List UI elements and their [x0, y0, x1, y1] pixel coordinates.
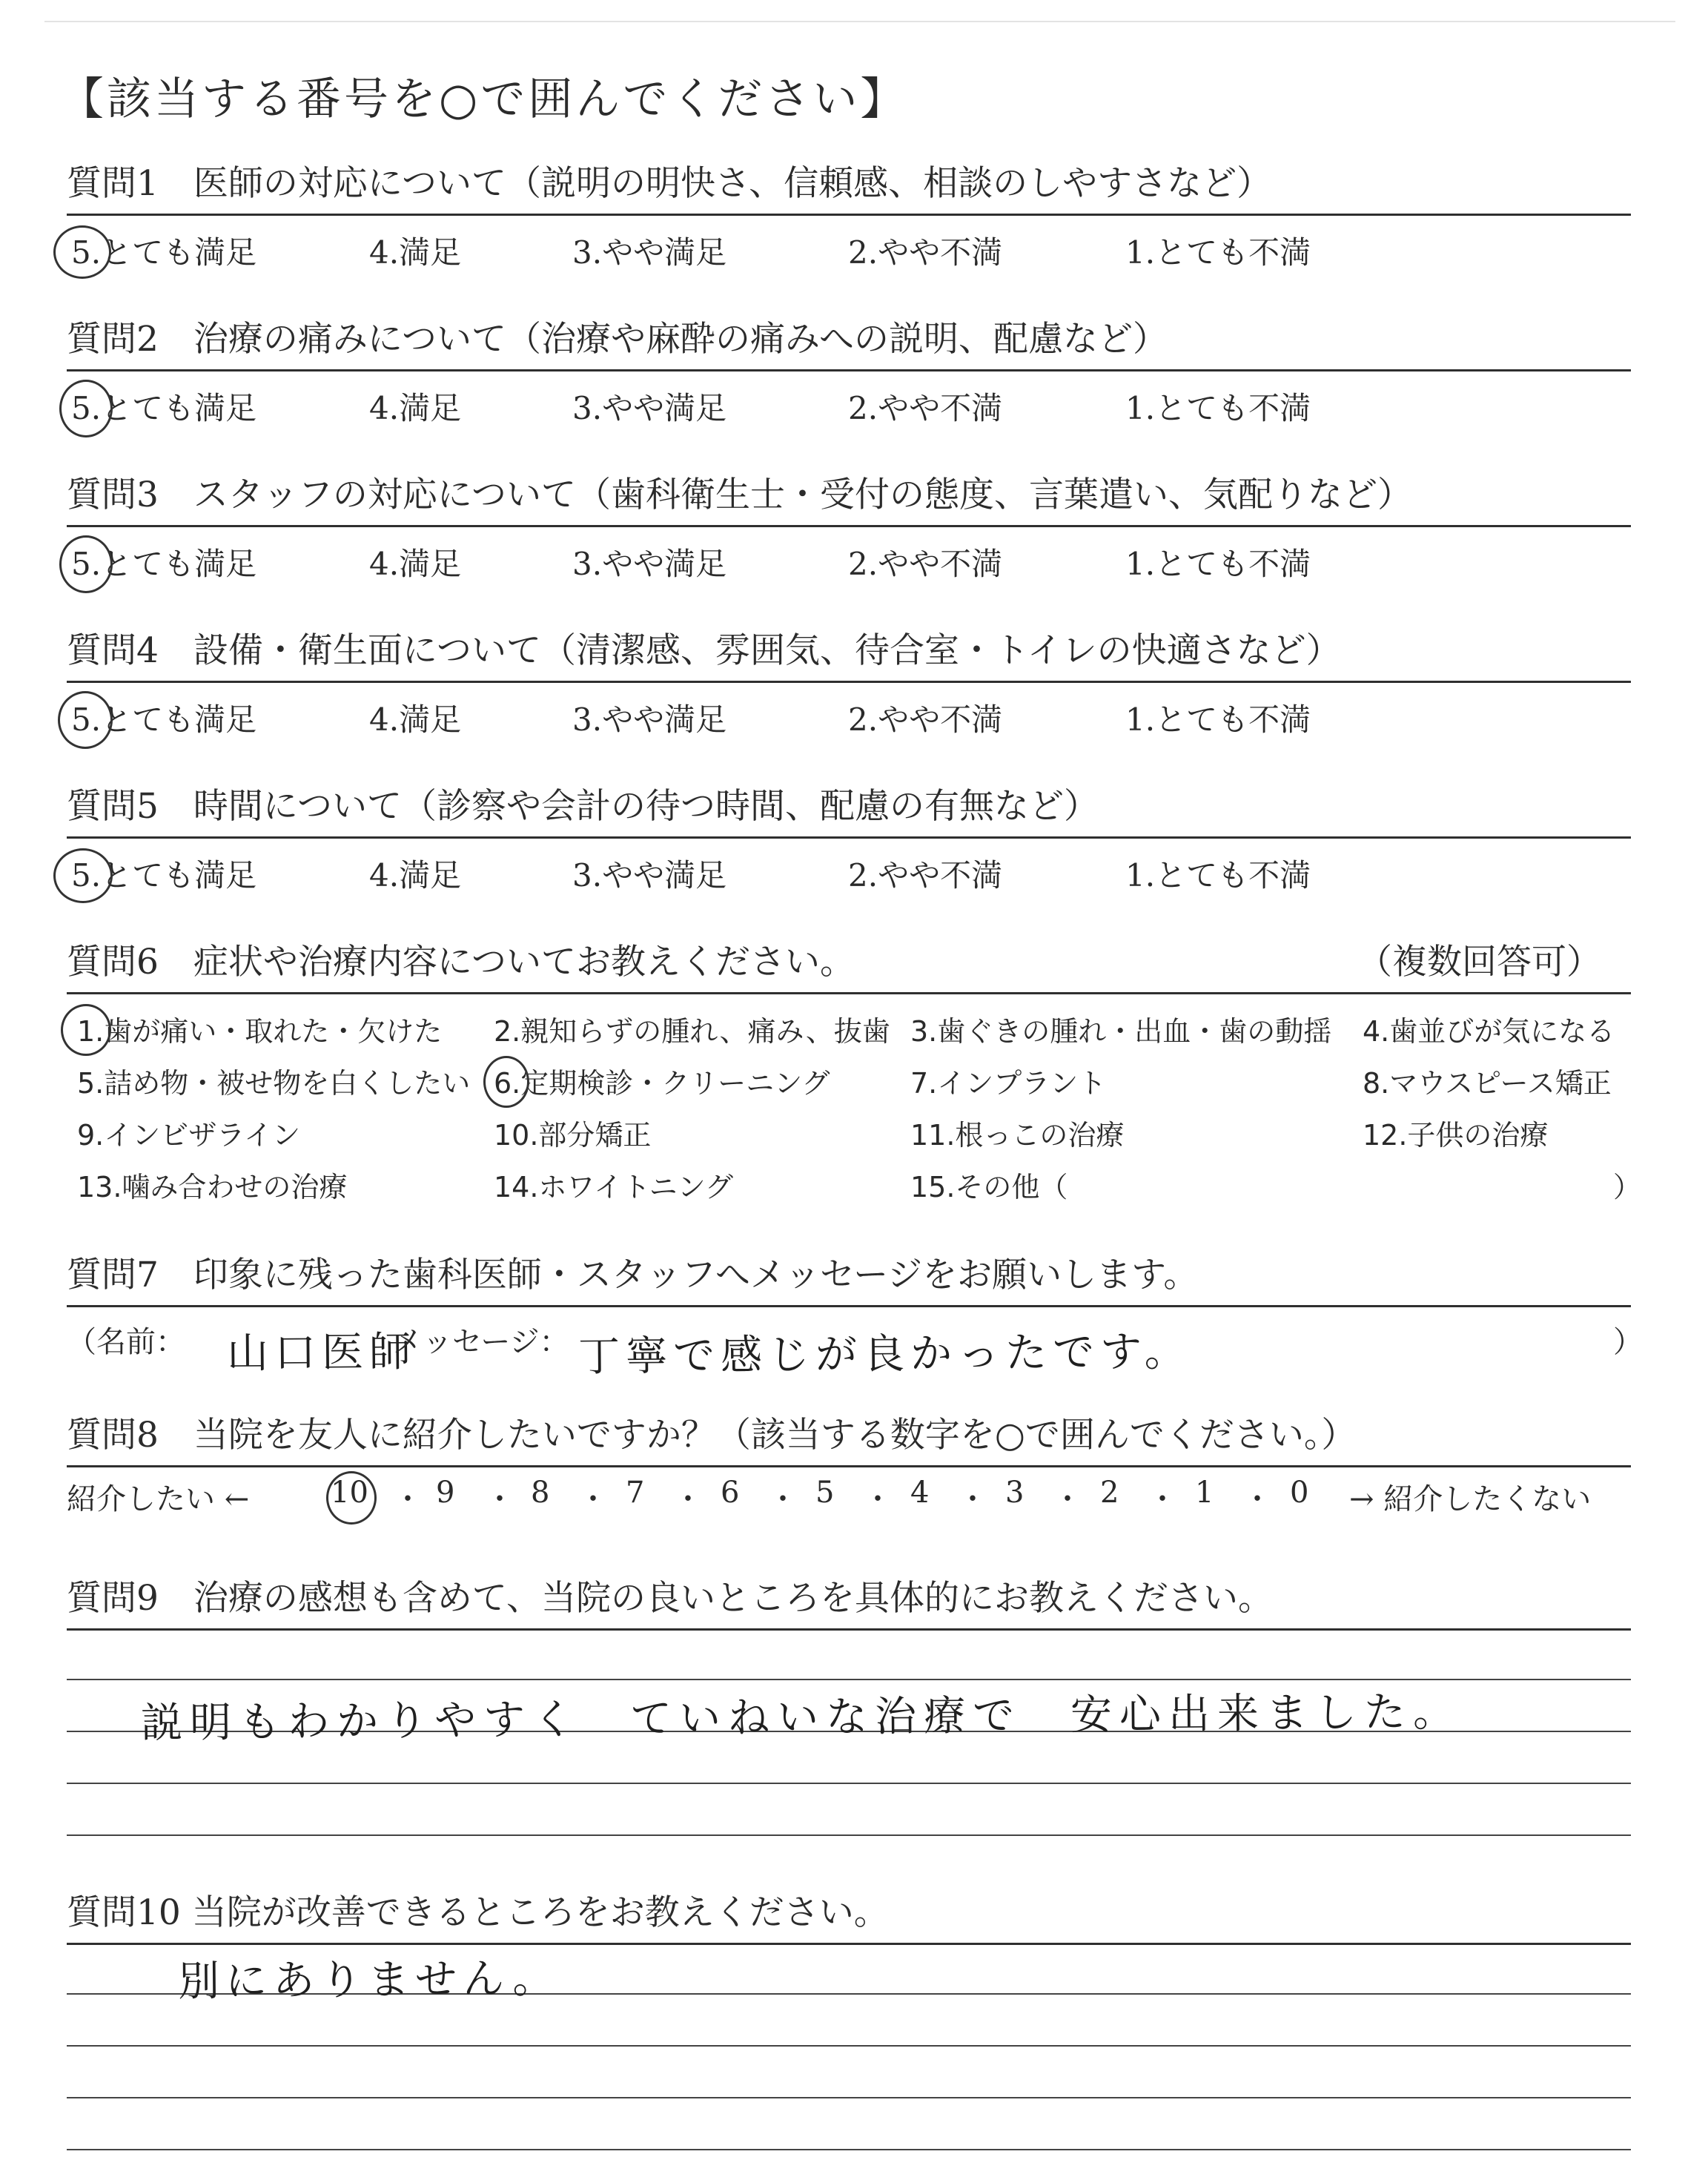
q5-option-5[interactable]: 5.とても満足 [71, 857, 257, 894]
question-3-options [67, 540, 1631, 584]
q1-option-3[interactable]: 3.やや満足 [572, 234, 727, 271]
question-1-rule [67, 214, 1631, 216]
q3-option-3[interactable]: 3.やや満足 [572, 546, 727, 582]
q8-score-5[interactable]: 5 [815, 1476, 835, 1510]
question-6-rule [67, 992, 1631, 994]
q8-score-4[interactable]: 4 [910, 1476, 930, 1510]
question-9-rule [67, 1628, 1631, 1631]
question-7-title: 質問7 印象に残った歯科医師・スタッフへメッセージをお願いします。 [67, 1255, 1199, 1295]
q6-option-12[interactable]: 12.子供の治療 [1363, 1119, 1549, 1152]
question-9 [67, 1576, 1631, 1621]
q3-option-1[interactable]: 1.とても不満 [1125, 546, 1311, 582]
q6-option-14[interactable]: 14.ホワイトニング [494, 1171, 734, 1203]
q10-answer-line-2 [67, 2045, 1631, 2047]
q7-close: ） [1613, 1325, 1643, 1359]
question-6-title: 質問6 症状や治療内容についてお教えください。 [67, 942, 855, 982]
q6-other-close: ） [1613, 1171, 1642, 1203]
q2-option-2[interactable]: 2.やや不満 [848, 390, 1003, 426]
q2-option-4[interactable]: 4.満足 [369, 390, 462, 426]
question-4 [67, 629, 1631, 673]
q8-score-0[interactable]: 0 [1290, 1476, 1309, 1510]
q6-option-6[interactable]: 6.定期検診・クリーニング [494, 1067, 830, 1100]
q9-answer-line-3 [67, 1783, 1631, 1784]
question-2-rule [67, 369, 1631, 371]
q3-option-2[interactable]: 2.やや不満 [848, 546, 1003, 582]
question-6-note: （複数回答可） [1357, 942, 1601, 982]
q7-message-value[interactable]: 丁寧で感じが良かったです。 [577, 1327, 1192, 1381]
q2-option-1[interactable]: 1.とても不満 [1125, 390, 1311, 426]
q4-selected-circle [58, 691, 113, 749]
q5-option-2[interactable]: 2.やや不満 [848, 857, 1003, 894]
question-7 [67, 1253, 1631, 1298]
q10-answer-line-4 [67, 2149, 1631, 2150]
q6-option-13[interactable]: 13.噛み合わせの治療 [77, 1171, 348, 1203]
q9-answer-line-4 [67, 1834, 1631, 1836]
q8-left-label: 紹介したい ← [67, 1482, 250, 1516]
question-3 [67, 473, 1631, 518]
q2-option-5[interactable]: 5.とても満足 [71, 390, 257, 426]
q8-selected-circle [326, 1471, 377, 1525]
question-5-options [67, 851, 1631, 896]
q8-score-7[interactable]: 7 [626, 1476, 645, 1510]
question-10 [67, 1891, 1631, 1935]
question-1-options [67, 228, 1631, 273]
q5-option-1[interactable]: 1.とても不満 [1125, 857, 1311, 894]
q8-score-2[interactable]: 2 [1100, 1476, 1119, 1510]
question-5 [67, 785, 1631, 829]
q1-option-4[interactable]: 4.満足 [369, 234, 462, 271]
question-7-rule [67, 1305, 1631, 1307]
q6-option-1[interactable]: 1.歯が痛い・取れた・欠けた [77, 1015, 443, 1048]
question-8-rule [67, 1465, 1631, 1467]
question-1 [67, 162, 1631, 206]
q6-option-5[interactable]: 5.詰め物・被せ物を白くしたい [77, 1067, 471, 1100]
question-3-title: 質問3 スタッフの対応について（歯科衛生士・受付の態度、言葉遣い、気配りなど） [67, 475, 1412, 515]
q8-score-10[interactable]: 10 [331, 1476, 368, 1510]
q6-selected-circle-6 [483, 1056, 529, 1108]
q6-option-3[interactable]: 3.歯ぐきの腫れ・出血・歯の動揺 [910, 1015, 1332, 1048]
question-3-rule [67, 525, 1631, 527]
question-10-rule [67, 1943, 1631, 1945]
q8-right-label: → 紹介したくない [1349, 1482, 1592, 1516]
question-6 [67, 940, 1631, 985]
q3-option-4[interactable]: 4.満足 [369, 546, 462, 582]
question-4-rule [67, 681, 1631, 683]
q2-selected-circle [59, 380, 113, 437]
q10-answer-line-3 [67, 2097, 1631, 2098]
q6-option-4[interactable]: 4.歯並びが気になる [1363, 1015, 1615, 1048]
q6-option-15[interactable]: 15.その他（ [910, 1171, 1068, 1203]
question-4-options [67, 696, 1631, 740]
q1-option-1[interactable]: 1.とても不満 [1125, 234, 1311, 271]
question-1-title: 質問1 医師の対応について（説明の明快さ、信頼感、相談のしやすさなど） [67, 163, 1272, 204]
question-6-options [67, 1008, 1642, 1216]
question-9-title: 質問9 治療の感想も含めて、当院の良いところを具体的にお教えください。 [67, 1578, 1273, 1619]
q6-option-2[interactable]: 2.親知らずの腫れ、痛み、抜歯 [494, 1015, 890, 1048]
q5-option-4[interactable]: 4.満足 [369, 857, 462, 894]
q4-option-5[interactable]: 5.とても満足 [71, 701, 257, 738]
question-2-title: 質問2 治療の痛みについて（治療や麻酔の痛みへの説明、配慮など） [67, 319, 1168, 360]
q3-option-5[interactable]: 5.とても満足 [71, 546, 257, 582]
q2-option-3[interactable]: 3.やや満足 [572, 390, 727, 426]
question-7-answer [67, 1317, 1643, 1381]
q6-option-7[interactable]: 7.インプラント [910, 1067, 1107, 1100]
q7-message-label: メッセージ： [393, 1325, 569, 1359]
q3-selected-circle [59, 535, 113, 593]
q6-option-8[interactable]: 8.マウスピース矯正 [1363, 1067, 1612, 1100]
question-2-options [67, 384, 1631, 429]
question-4-title: 質問4 設備・衛生面について（清潔感、雰囲気、待合室・トイレの快適さなど） [67, 630, 1341, 671]
q6-option-10[interactable]: 10.部分矯正 [494, 1119, 652, 1152]
q8-score-9[interactable]: 9 [436, 1476, 455, 1510]
q1-option-5[interactable]: 5.とても満足 [71, 234, 257, 271]
top-border [44, 21, 1675, 22]
q4-option-3[interactable]: 3.やや満足 [572, 701, 727, 738]
q4-option-2[interactable]: 2.やや不満 [848, 701, 1003, 738]
q9-answer[interactable]: 説明もわかりやすく ていねいな治療で 安心出来ました。 [140, 1688, 1463, 1748]
q8-score-1[interactable]: 1 [1195, 1476, 1214, 1510]
question-10-title: 質問10 当院が改善できるところをお教えください。 [67, 1892, 889, 1933]
q4-option-1[interactable]: 1.とても不満 [1125, 701, 1311, 738]
q10-answer[interactable]: 別にありません。 [177, 1954, 560, 2007]
q6-option-9[interactable]: 9.インビザライン [77, 1119, 301, 1152]
q8-score-3[interactable]: 3 [1005, 1476, 1025, 1510]
q8-score-8[interactable]: 8 [531, 1476, 550, 1510]
q5-selected-circle [53, 848, 113, 903]
q8-score-6[interactable]: 6 [721, 1476, 740, 1510]
page-heading: 【該当する番号を○で囲んでください】 [59, 73, 908, 125]
question-5-rule [67, 836, 1631, 839]
q7-name-value[interactable]: 山口医師 [226, 1327, 417, 1378]
question-2 [67, 317, 1631, 362]
question-8 [67, 1413, 1631, 1458]
q4-option-4[interactable]: 4.満足 [369, 701, 462, 738]
q1-selected-circle [53, 225, 111, 279]
question-8-scale: 紹介したい ← 10 ・ 9 ・ 8 ・ 7 ・ 6 ・ 5 ・ 4 ・ 3 ・ 2 ・ 1 ・ 0 → 紹介したくない [67, 1476, 1631, 1520]
q7-name-label: （名前： [67, 1325, 185, 1359]
q6-selected-circle-1 [61, 1004, 111, 1056]
q6-option-11[interactable]: 11.根っこの治療 [910, 1119, 1125, 1152]
question-5-title: 質問5 時間について（診察や会計の待つ時間、配慮の有無など） [67, 786, 1099, 827]
q5-option-3[interactable]: 3.やや満足 [572, 857, 727, 894]
question-8-title: 質問8 当院を友人に紹介したいですか？（該当する数字を○で囲んでください。） [67, 1415, 1357, 1456]
q1-option-2[interactable]: 2.やや不満 [848, 234, 1003, 271]
